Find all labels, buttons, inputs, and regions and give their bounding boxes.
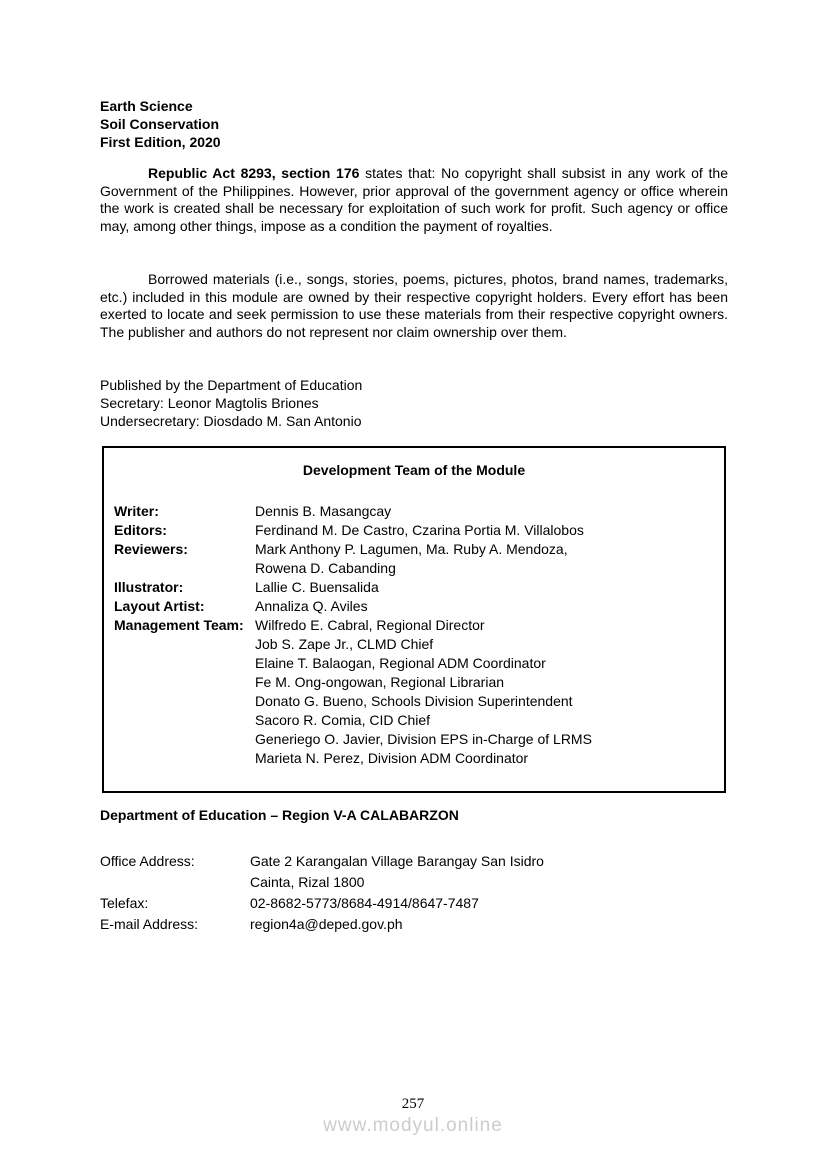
contact-label: E-mail Address: [100, 916, 199, 932]
team-member: Donato G. Bueno, Schools Division Superintendent [255, 693, 573, 709]
watermark-text: www.modyul.online [323, 1115, 503, 1136]
undersecretary-line: Undersecretary: Diosdado M. San Antonio [100, 413, 362, 429]
republic-act-lead: Republic Act 8293, section 176 [148, 165, 360, 181]
development-team-title: Development Team of the Module [302, 462, 526, 478]
team-member: Rowena D. Cabanding [255, 560, 396, 576]
publisher-block [100, 376, 727, 430]
contact-value: 02-8682-5773/8684-4914/8647-7487 [250, 895, 479, 911]
role-label: Layout Artist: [114, 598, 205, 614]
secretary-line: Secretary: Leonor Magtolis Briones [100, 395, 319, 411]
team-member: Generiego O. Javier, Division EPS in-Charge of LRMS [255, 731, 592, 747]
contact-label: Telefax: [100, 895, 149, 911]
borrowed-materials-paragraph: Borrowed materials (i.e., songs, stories, poems, pictures, photos, brand names, trademarks, etc.) included in this module are owned by their respective copyright holders. Every effort has been exerted to locate and seek permission to use these materials from their respective copyright owners. The publisher and authors do not represent nor claim ownership over them. [100, 271, 728, 340]
module-subject: Earth Science [100, 98, 193, 114]
team-member: Dennis B. Masangcay [255, 503, 392, 519]
contact-row-email [100, 914, 727, 935]
role-label: Writer: [114, 503, 159, 519]
dev-team-row-management-team [114, 616, 714, 768]
contact-value: Gate 2 Karangalan Village Barangay San Isidro [250, 853, 544, 869]
development-team-box [102, 446, 726, 793]
dev-team-row-editors [114, 521, 714, 540]
team-member: Lallie C. Buensalida [255, 579, 379, 595]
module-edition: First Edition, 2020 [100, 134, 221, 150]
team-member: Ferdinand M. De Castro, Czarina Portia M. Villalobos [255, 522, 584, 538]
contact-row-telefax [100, 893, 727, 914]
module-title-block [100, 97, 727, 151]
contact-value: region4a@deped.gov.ph [250, 916, 403, 932]
role-label: Editors: [114, 522, 167, 538]
role-label: Management Team: [114, 617, 244, 633]
team-member: Annaliza Q. Aviles [255, 598, 368, 614]
dev-team-row-illustrator [114, 578, 714, 597]
contact-value: Cainta, Rizal 1800 [250, 874, 365, 890]
development-team-rows [114, 502, 714, 768]
team-member: Elaine T. Balaogan, Regional ADM Coordinator [255, 655, 546, 671]
published-by-line: Published by the Department of Education [100, 377, 363, 393]
dev-team-row-layout-artist [114, 597, 714, 616]
role-label: Illustrator: [114, 579, 184, 595]
role-label: Reviewers: [114, 541, 188, 557]
copyright-paragraph-text: states that: No copyright shall subsist in any work of the Government of the Philippines. However, prior approval of the government agency or office wherein the work is created shall be necessary for exploitation of such work for profit. Such agency or office may, among other things, impose as a condition the payment of royalties. [100, 165, 728, 234]
contact-row-office-address [100, 851, 727, 893]
contact-label: Office Address: [100, 853, 195, 869]
team-member: Fe M. Ong-ongowan, Regional Librarian [255, 674, 505, 690]
region-heading: Department of Education – Region V-A CALABARZON [100, 807, 459, 823]
contact-block [100, 851, 727, 935]
team-member: Wilfredo E. Cabral, Regional Director [255, 617, 485, 633]
module-topic: Soil Conservation [100, 116, 220, 132]
copyright-paragraph [100, 165, 728, 235]
team-member: Marieta N. Perez, Division ADM Coordinator [255, 750, 529, 766]
dev-team-row-reviewers [114, 540, 714, 578]
team-member: Mark Anthony P. Lagumen, Ma. Ruby A. Mendoza, [255, 541, 568, 557]
dev-team-row-writer [114, 502, 714, 521]
team-member: Job S. Zape Jr., CLMD Chief [255, 636, 434, 652]
team-member: Sacoro R. Comia, CID Chief [255, 712, 431, 728]
page-number: 257 [401, 1096, 425, 1112]
